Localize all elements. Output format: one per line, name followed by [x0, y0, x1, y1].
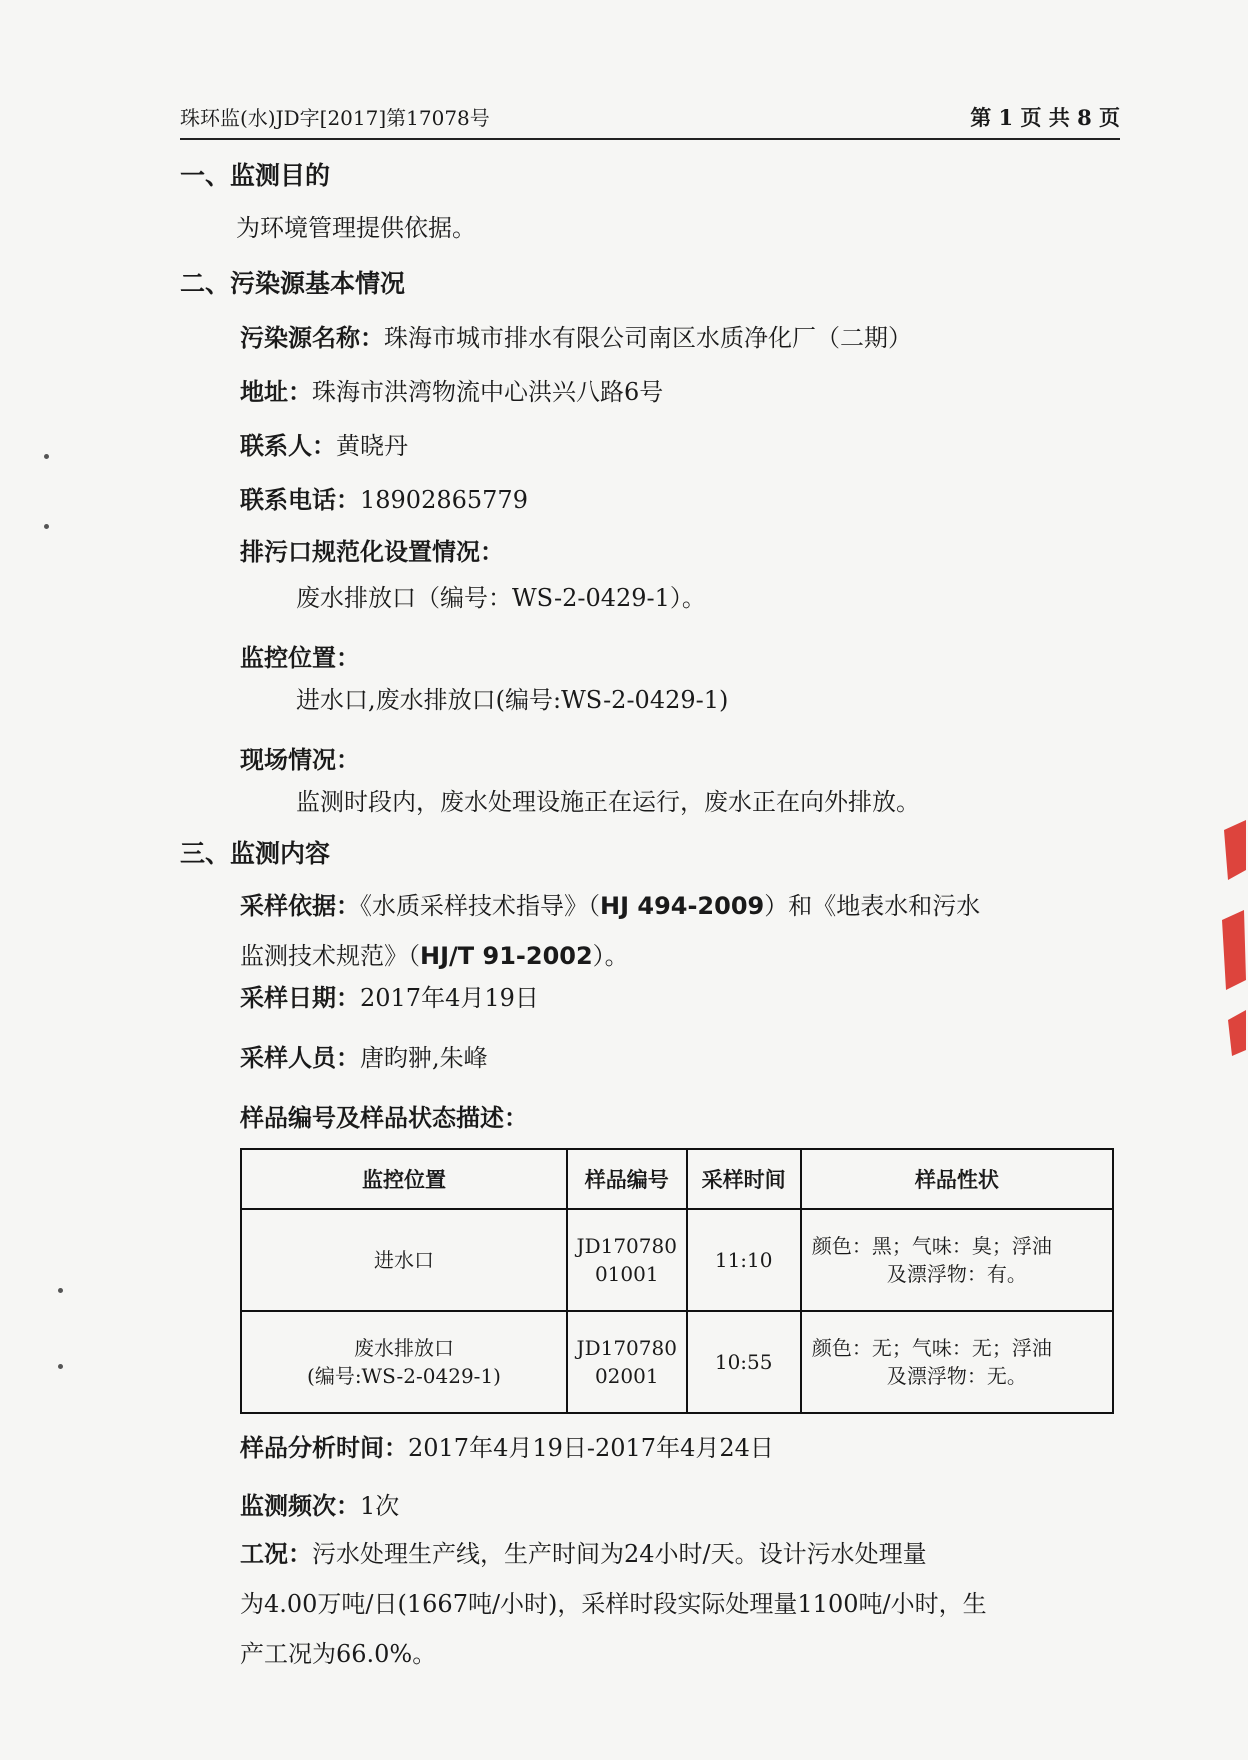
source-name-label: 污染源名称：	[240, 324, 384, 352]
table-row	[241, 1311, 1113, 1413]
standard-code-2: HJ/T 91-2002	[420, 942, 593, 970]
sampling-basis-text-1: 《水质采样技术指导》（	[360, 892, 600, 920]
operating-condition-text-1: 污水处理生产线，生产时间为24小时/天。设计污水处理量	[312, 1540, 927, 1568]
sampling-date-value: 2017年4月19日	[360, 984, 539, 1012]
address-value: 珠海市洪湾物流中心洪兴八路6号	[312, 378, 664, 406]
section-3-title: 三、监测内容	[180, 839, 331, 868]
sampling-basis-text-3: 监测技术规范》（	[240, 942, 420, 970]
sample-id-part-1: JD170780	[576, 1234, 677, 1258]
header-sample-properties: 样品性状	[801, 1149, 1113, 1209]
properties-line-2: 及漂浮物：有。	[886, 1262, 1027, 1286]
sample-id-part-2: 01001	[594, 1262, 659, 1286]
section-1-text: 为环境管理提供依据。	[236, 214, 476, 242]
phone-value: 18902865779	[360, 486, 528, 514]
analysis-time-line	[240, 1428, 774, 1463]
cell-sample-properties	[801, 1311, 1113, 1413]
properties-line-2: 及漂浮物：无。	[886, 1364, 1027, 1388]
cell-sample-id	[567, 1311, 687, 1413]
frequency-value: 1次	[360, 1492, 400, 1520]
table-header-row	[241, 1149, 1113, 1209]
header-location: 监控位置	[241, 1149, 567, 1209]
cell-location	[241, 1209, 567, 1311]
sampling-date-label: 采样日期：	[240, 984, 360, 1012]
monitor-location-label: 监控位置：	[240, 644, 360, 672]
standard-code-1: HJ 494-2009	[600, 892, 765, 920]
frequency-label: 监测频次：	[240, 1492, 360, 1520]
outlet-value: 废水排放口（编号：WS-2-0429-1）。	[296, 584, 706, 612]
outlet-label: 排污口规范化设置情况：	[240, 538, 504, 566]
section-2-title: 二、污染源基本情况	[180, 269, 406, 298]
sample-id-part-1: JD170780	[576, 1336, 677, 1360]
table-row	[241, 1209, 1113, 1311]
sampling-basis-line-2	[240, 936, 629, 971]
cell-sample-properties	[801, 1209, 1113, 1311]
phone-line	[240, 480, 528, 515]
sampling-staff-line	[240, 1038, 488, 1073]
sampling-basis-line-1	[240, 886, 980, 921]
frequency-line	[240, 1486, 399, 1521]
site-status-label: 现场情况：	[240, 746, 360, 774]
header-sampling-time: 采样时间	[687, 1149, 801, 1209]
location-name: 废水排放口	[354, 1336, 454, 1360]
analysis-time-value: 2017年4月19日-2017年4月24日	[408, 1434, 774, 1462]
analysis-time-label: 样品分析时间：	[240, 1434, 408, 1462]
cell-location	[241, 1311, 567, 1413]
monitor-location-value: 进水口,废水排放口(编号:WS-2-0429-1)	[296, 686, 729, 714]
sampling-staff-label: 采样人员：	[240, 1044, 360, 1072]
site-status-value: 监测时段内，废水处理设施正在运行，废水正在向外排放。	[296, 788, 920, 816]
samples-table	[240, 1148, 1114, 1414]
location-name: 进水口	[374, 1248, 434, 1272]
source-name-line	[240, 318, 912, 353]
samples-description-label: 样品编号及样品状态描述：	[240, 1104, 528, 1132]
document-number: 珠环监(水)JD字[2017]第17078号	[180, 106, 490, 130]
location-code: (编号:WS-2-0429-1)	[307, 1364, 501, 1388]
phone-label: 联系电话：	[240, 486, 360, 514]
section-1-title: 一、监测目的	[180, 161, 331, 190]
header-sample-id: 样品编号	[567, 1149, 687, 1209]
source-name-value: 珠海市城市排水有限公司南区水质净化厂（二期）	[384, 324, 912, 352]
sampling-staff-value: 唐昀翀,朱峰	[360, 1044, 488, 1072]
contact-label: 联系人：	[240, 432, 336, 460]
operating-condition-line-2: 为4.00万吨/日(1667吨/小时)，采样时段实际处理量1100吨/小时，生	[240, 1590, 987, 1618]
contact-value: 黄晓丹	[336, 432, 408, 460]
operating-condition-label: 工况：	[240, 1540, 312, 1568]
address-label: 地址：	[240, 378, 312, 406]
sampling-basis-text-4: ）。	[592, 942, 629, 970]
red-seal-stamp	[1218, 810, 1248, 1060]
sampling-basis-text-2: ）和《地表水和污水	[764, 892, 981, 920]
properties-line-1: 颜色：无；气味：无；浮油	[811, 1336, 1052, 1360]
cell-sampling-time: 10:55	[687, 1311, 801, 1413]
sampling-date-line	[240, 978, 539, 1013]
sampling-basis-label: 采样依据：	[240, 892, 360, 920]
cell-sample-id	[567, 1209, 687, 1311]
page-indicator: 第 1 页 共 8 页	[970, 105, 1120, 130]
page-header	[180, 98, 1120, 140]
cell-sampling-time: 11:10	[687, 1209, 801, 1311]
address-line	[240, 372, 663, 407]
operating-condition-line-3: 产工况为66.0%。	[240, 1640, 437, 1668]
operating-condition-line-1	[240, 1534, 927, 1569]
properties-line-1: 颜色：黑；气味：臭；浮油	[811, 1234, 1052, 1258]
contact-line	[240, 426, 408, 461]
sample-id-part-2: 02001	[594, 1364, 659, 1388]
